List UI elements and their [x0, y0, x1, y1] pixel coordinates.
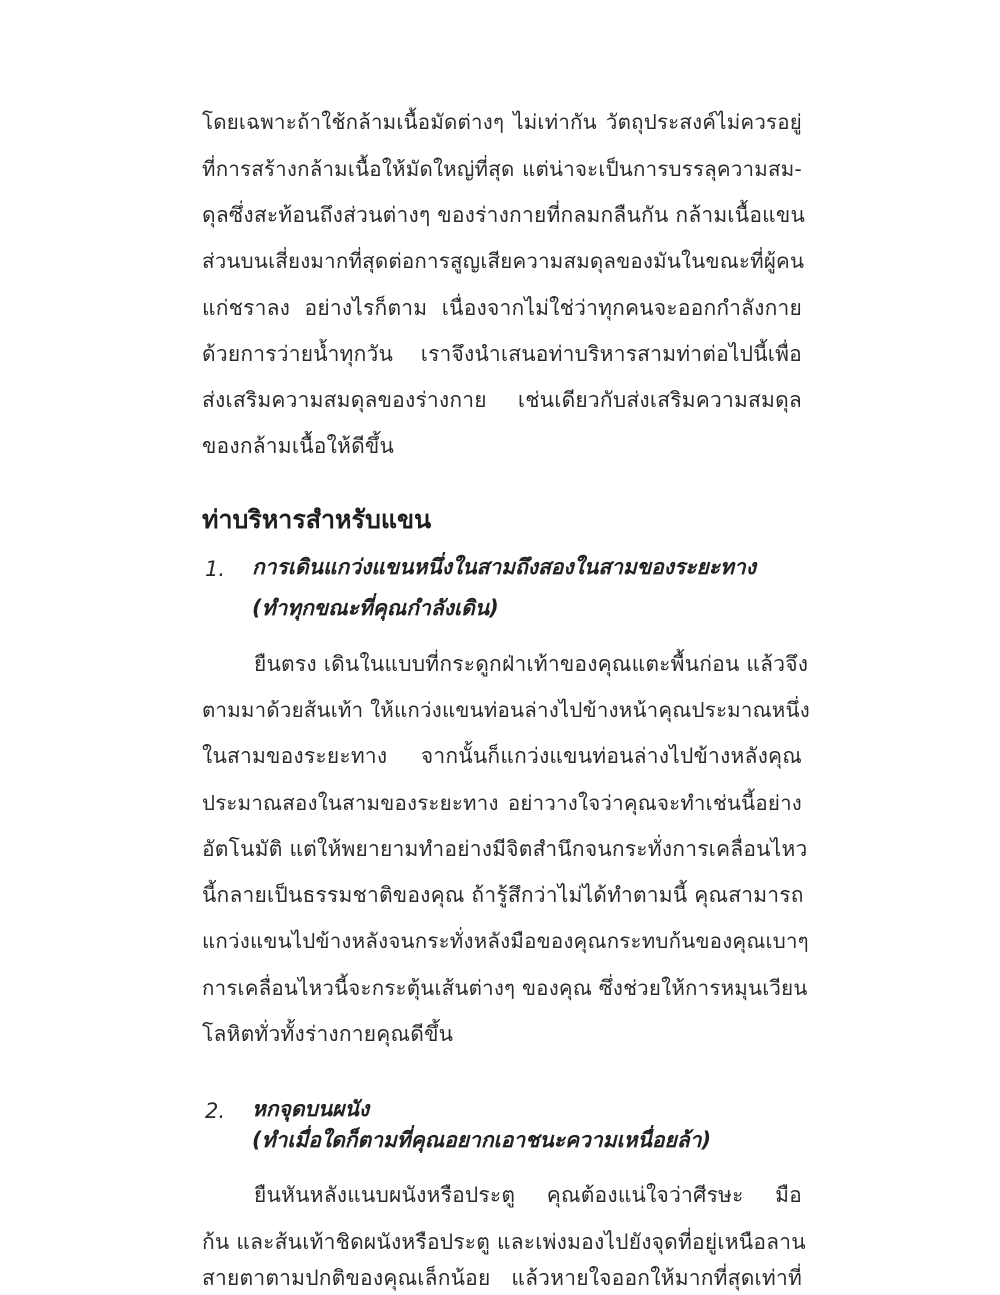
item-title: การเดินแกว่งแขนหนึ่งในสามถึงสองในสามของระยะทาง: [252, 555, 756, 579]
item-body-line: ในสามของระยะทาง จากนั้นก็แกว่งแขนท่อนล่างไปข้างหลังคุณ: [202, 744, 802, 768]
item-title: หกจุดบนผนัง: [252, 1097, 370, 1121]
paragraph-line: ดุลซึ่งสะท้อนถึงส่วนต่างๆ ของร่างกายที่กลมกลืนกัน กล้ามเนื้อแขน: [202, 203, 806, 227]
item-subtitle: (ทำเมื่อใดก็ตามที่คุณอยากเอาชนะความเหนื่อยล้า): [252, 1128, 712, 1152]
item-body-line: อัตโนมัติ แต่ให้พยายามทำอย่างมีจิตสำนึกจนกระทั่งการเคลื่อนไหว: [202, 837, 808, 861]
paragraph-line: ส่งเสริมความสมดุลของร่างกาย เช่นเดียวกับส่งเสริมความสมดุล: [202, 388, 802, 412]
paragraph-line: ของกล้ามเนื้อให้ดีขึ้น: [202, 434, 395, 458]
item-body-line: ก้น และส้นเท้าชิดผนังหรือประตู และเพ่งมองไปยังจุดที่อยู่เหนือลาน: [202, 1230, 806, 1254]
item-body-line: สายตาตามปกติของคุณเล็กน้อย แล้วหายใจออกให้มากที่สุดเท่าที่: [202, 1266, 802, 1290]
item-body-line: แกว่งแขนไปข้างหลังจนกระทั่งหลังมือของคุณกระทบก้นของคุณเบาๆ: [202, 929, 809, 953]
paragraph-line: ที่การสร้างกล้ามเนื้อให้มัดใหญ่ที่สุด แต่น่าจะเป็นการบรรลุความสม-: [202, 157, 802, 181]
paragraph-line: โดยเฉพาะถ้าใช้กล้ามเนื้อมัดต่างๆ ไม่เท่ากัน วัตถุประสงค์ไม่ควรอยู่: [202, 110, 802, 134]
paragraph-line: ส่วนบนเสี่ยงมากที่สุดต่อการสูญเสียความสมดุลของมันในขณะที่ผู้คน: [202, 249, 805, 273]
item-number: 2.: [205, 1099, 226, 1123]
item-body-line: นี้กลายเป็นธรรมชาติของคุณ ถ้ารู้สึกว่าไม่ได้ทำตามนี้ คุณสามารถ: [202, 883, 804, 907]
item-body-line: ประมาณสองในสามของระยะทาง อย่าวางใจว่าคุณจะทำเช่นนี้อย่าง: [202, 791, 802, 815]
item-body-line: ยืนหันหลังแนบผนังหรือประตู คุณต้องแน่ใจว่าศีรษะ มือ: [254, 1183, 802, 1207]
section-heading: ท่าบริหารสำหรับแขน: [202, 505, 432, 534]
item-subtitle: (ทำทุกขณะที่คุณกำลังเดิน): [252, 596, 499, 620]
item-body-line: ยืนตรง เดินในแบบที่กระดูกฝ่าเท้าของคุณแตะพื้นก่อน แล้วจึง: [254, 652, 809, 676]
item-body-line: การเคลื่อนไหวนี้จะกระตุ้นเส้นต่างๆ ของคุณ ซึ่งช่วยให้การหมุนเวียน: [202, 976, 808, 1000]
item-body-line: ตามมาด้วยส้นเท้า ให้แกว่งแขนท่อนล่างไปข้างหน้าคุณประมาณหนึ่ง: [202, 698, 810, 722]
paragraph-line: แก่ชราลง อย่างไรก็ตาม เนื่องจากไม่ใช่ว่าทุกคนจะออกกำลังกาย: [202, 296, 802, 320]
item-number: 1.: [205, 557, 226, 581]
item-body-line: โลหิตทั่วทั้งร่างกายคุณดีขึ้น: [202, 1022, 454, 1046]
paragraph-line: ด้วยการว่ายน้ำทุกวัน เราจึงนำเสนอท่าบริหารสามท่าต่อไปนี้เพื่อ: [202, 342, 802, 366]
